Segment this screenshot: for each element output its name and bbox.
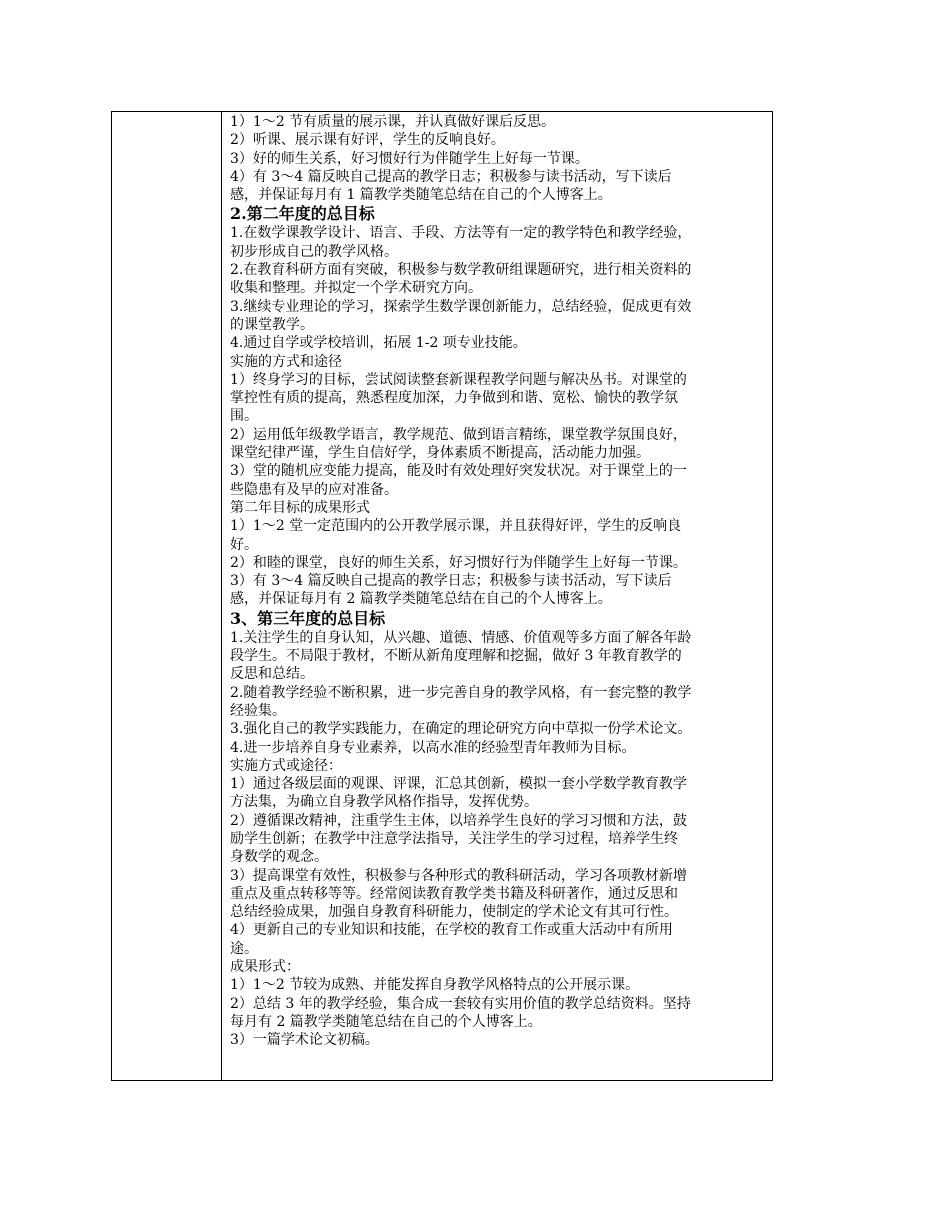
text-line: 好。 [230,536,258,553]
text-line: 4）有 3～4 篇反映自己提高的教学日志；积极参与读书活动，写下读后 [230,168,672,185]
text-line: 身数学的观念。 [230,849,328,866]
text-line: 1.在数学课教学设计、语言、手段、方法等有一定的教学特色和教学经验， [230,225,692,242]
text-line: 2）和睦的课堂，良好的师生关系，好习惯好行为伴随学生上好每一节课。 [230,554,687,571]
text-line: 1）终身学习的目标，尝试阅读整套新课程教学问题与解决丛书。对课堂的 [230,371,687,388]
text-line: 反思和总结。 [230,666,314,683]
text-line: 总结经验成果，加强自身教育科研能力，使制定的学术论文有其可行性。 [230,904,678,921]
text-line: 重点及重点转移等等。经常阅读教育教学类书籍及科研著作，通过反思和 [230,885,678,902]
text-line: 励学生创新；在教学中注意学法指导，关注学生的学习过程，培养学生终 [230,830,678,847]
text-line: 2）运用低年级教学语言，教学规范、做到语言精练，课堂教学氛围良好， [230,426,687,443]
section-heading: 2.第二年度的总目标 [230,204,375,224]
text-line: 4）更新自己的专业知识和技能，在学校的教育工作或重大活动中有所用 [230,922,673,939]
text-line: 1）通过各级层面的观课、评课，汇总其创新，模拟一套小学数学教育教学 [230,776,687,793]
text-line: 收集和整理。并拟定一个学术研究方向。 [230,280,482,297]
text-line: 3.继续专业理论的学习，探索学生数学课创新能力，总结经验，促成更有效 [230,298,692,315]
text-line: 实施的方式和途径 [230,353,342,370]
text-line: 3）一篇学术论文初稿。 [230,1032,379,1049]
text-line: 2.在教育科研方面有突破，积极参与数学教研组课题研究，进行相关资料的 [230,262,692,279]
text-line: 第二年目标的成果形式 [230,499,370,516]
text-line: 4.通过自学或学校培训，拓展 1-2 项专业技能。 [230,335,527,352]
text-line: 1）1～2 节较为成熟、并能发挥自身教学风格特点的公开展示课。 [230,977,640,994]
text-line: 掌控性有质的提高，熟悉程度加深，力争做到和谐、宽松、愉快的教学氛 [230,390,678,407]
text-line: 感，并保证每月有 1 篇教学类随笔总结在自己的个人博客上。 [230,187,612,204]
text-line: 课堂纪律严谨，学生自信好学，身体素质不断提高，活动能力加强。 [230,445,650,462]
text-line: 2）总结 3 年的教学经验，集合成一套较有实用价值的教学总结资料。坚持 [230,995,691,1012]
text-line: 途。 [230,940,258,957]
text-line: 感，并保证每月有 2 篇教学类随笔总结在自己的个人博客上。 [230,591,612,608]
text-line: 2.随着教学经验不断积累，进一步完善自身的教学风格，有一套完整的教学 [230,684,692,701]
text-line: 3）堂的随机应变能力提高，能及时有效处理好突发状况。对于课堂上的一 [230,463,687,480]
text-line: 3）好的师生关系，好习惯好行为伴随学生上好每一节课。 [230,150,589,167]
text-line: 些隐患有及早的应对准备。 [230,481,398,498]
text-line: 3）提高课堂有效性，积极参与各种形式的教科研活动，学习各项教材新增 [230,867,687,884]
text-line: 围。 [230,408,258,425]
text-line: 1）1～2 堂一定范围内的公开教学展示课，并且获得好评，学生的反响良 [230,518,682,535]
text-line: 2）遵循课改精神，注重学生主体，以培养学生良好的学习习惯和方法，鼓 [230,812,687,829]
text-line: 3.强化自己的教学实践能力，在确定的理论研究方向中草拟一份学术论文。 [230,721,692,738]
text-line: 2）听课、展示课有好评，学生的反响良好。 [230,132,505,149]
text-line: 4.进一步培养自身专业素养，以高水准的经验型青年教师为目标。 [230,739,636,756]
text-line: 1）1～2 节有质量的展示课，并认真做好课后反思。 [230,114,556,130]
text-line: 实施方式或途径： [230,757,342,774]
text-line: 段学生。不局限于教材，不断从新角度理解和挖掘，做好 3 年教育教学的 [230,648,682,665]
text-line: 每月有 2 篇教学类随笔总结在自己的个人博客上。 [230,1013,542,1030]
text-line: 经验集。 [230,702,286,719]
text-line: 初步形成自己的教学风格。 [230,243,398,260]
section-heading: 3、第三年度的总目标 [230,608,386,628]
text-line: 的课堂教学。 [230,316,314,333]
document-table [111,111,773,1081]
text-line: 方法集，为确立自身教学风格作指导，发挥优势。 [230,794,538,811]
text-line: 1.关注学生的自身认知，从兴趣、道德、情感、价值观等多方面了解各年龄 [230,629,692,646]
table-content-cell [223,112,772,1080]
text-line: 3）有 3～4 篇反映自己提高的教学日志；积极参与读书活动，写下读后 [230,573,672,590]
text-line: 成果形式： [230,959,300,976]
table-left-column [112,112,222,1080]
